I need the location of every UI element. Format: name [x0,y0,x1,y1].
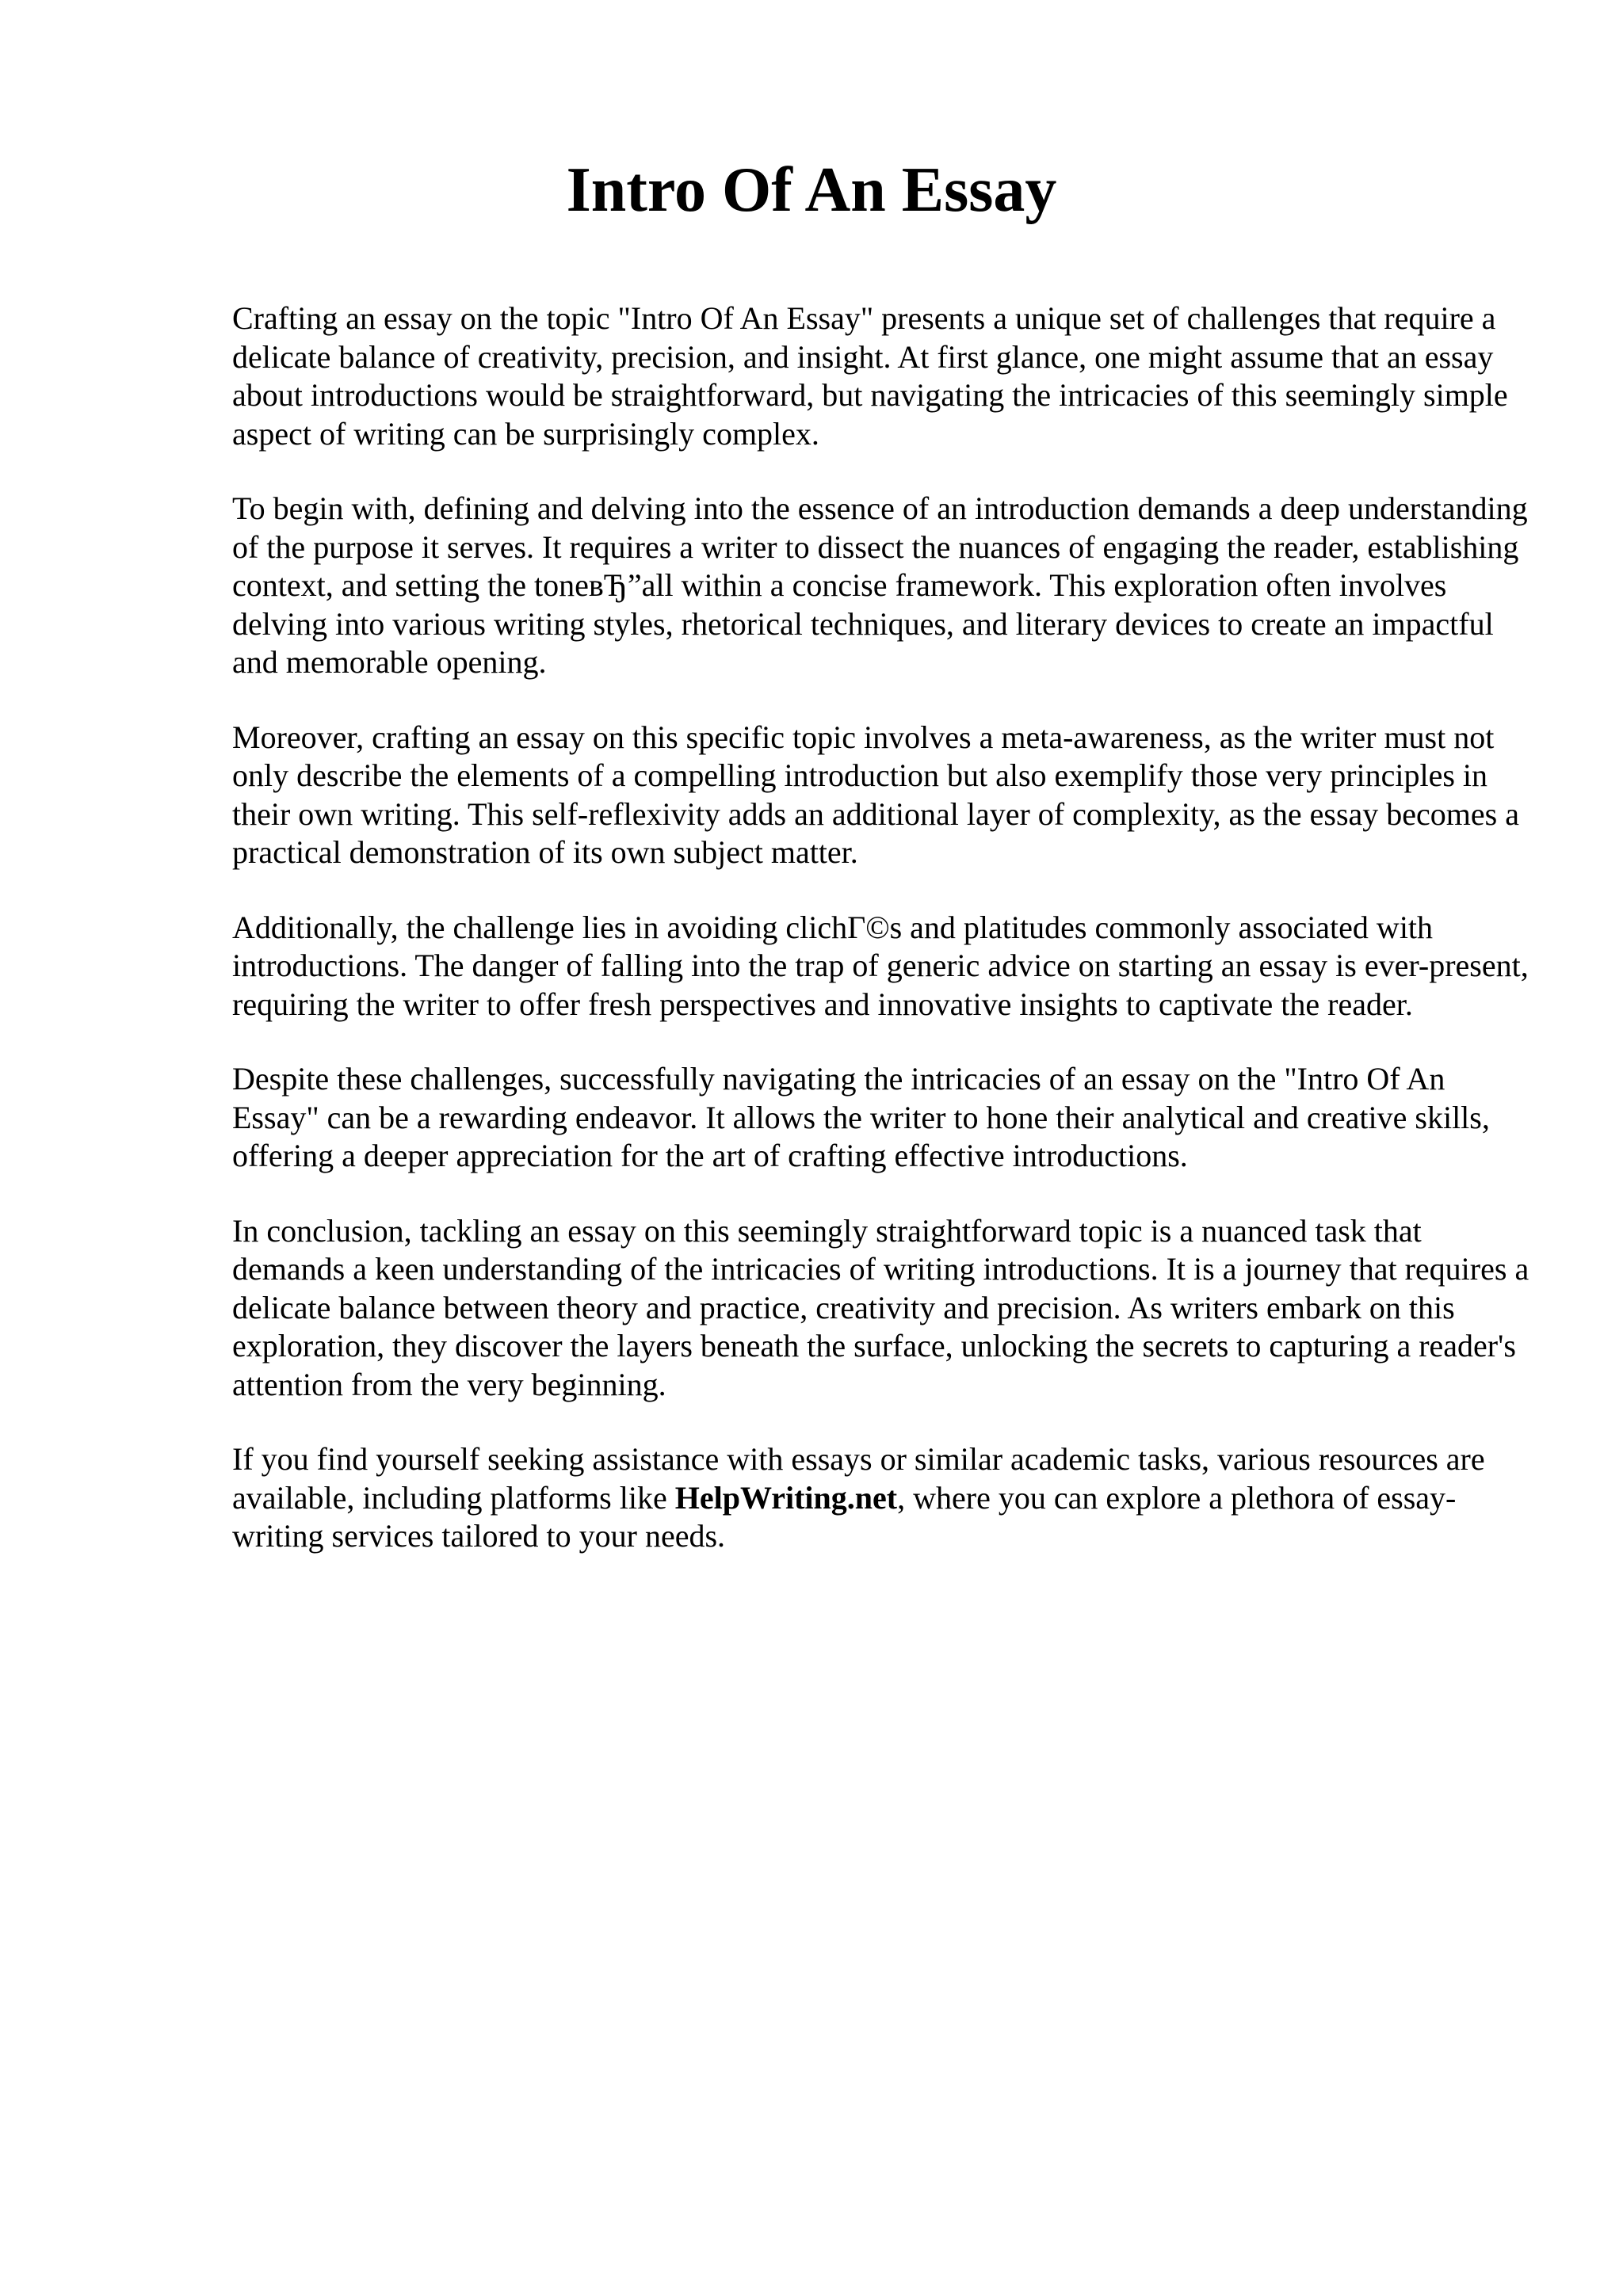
paragraph-3: Moreover, crafting an essay on this specific topic involves a meta-awareness, as the writer must not only describe the elements of a compelling introduction but also exemplify those very principles in their own writing. This self-reflexivity adds an additional layer of complexity, as the essay becomes a practical demonstration of its own subject matter. [232,719,1519,870]
paragraph-1: Crafting an essay on the topic "Intro Of An Essay" presents a unique set of challenges that require a delicate balance of creativity, precision, and insight. At first glance, one might assume that an essay about introductions would be straightforward, but navigating the intricacies of this seemingly simple aspect of writing can be surprisingly complex. [232,300,1508,452]
helpwriting-link-text: HelpWriting.net [674,1479,898,1516]
paragraph-5: Despite these challenges, successfully navigating the intricacies of an essay on the "Intro Of An Essay" can be a rewarding endeavor. It allows the writer to hone their analytical and creative skills, offering a deeper appreciation for the art of crafting effective introductions. [232,1061,1490,1173]
closing-text-after: , where you can explore a plethora of essay-writing services tailored to your needs. [232,1479,1457,1554]
document-body [232,299,1532,1592]
paragraph-closing [232,1440,1532,1556]
paragraph-6: In conclusion, tackling an essay on this seemingly straightforward topic is a nuanced task that demands a keen understanding of the intricacies of writing introductions. It is a journey that requires a delicate balance between theory and practice, creativity and precision. As writers embark on this exploration, they discover the layers beneath the surface, unlocking the secrets to capturing a reader's attention from the very beginning. [232,1212,1529,1402]
closing-text-before: If you find yourself seeking assistance with essays or similar academic tasks, various resources are available, including platforms like [232,1441,1485,1516]
paragraph-4: Additionally, the challenge lies in avoiding clichГ©s and platitudes commonly associated with introductions. The danger of falling into the trap of generic advice on starting an essay is ever-present, requiring the writer to offer fresh perspectives and innovative insights to captivate the reader. [232,909,1529,1022]
paragraph-2: To begin with, defining and delving into the essence of an introduction demands a deep understanding of the purpose it serves. It requires a writer to dissect the nuances of engaging the reader, establishing context, and setting the toneвЂ”all within a concise framework. This exploration often involves delving into various writing styles, rhetorical techniques, and literary devices to create an impactful and memorable opening. [232,490,1528,680]
document-title: Intro Of An Essay [566,155,1057,225]
